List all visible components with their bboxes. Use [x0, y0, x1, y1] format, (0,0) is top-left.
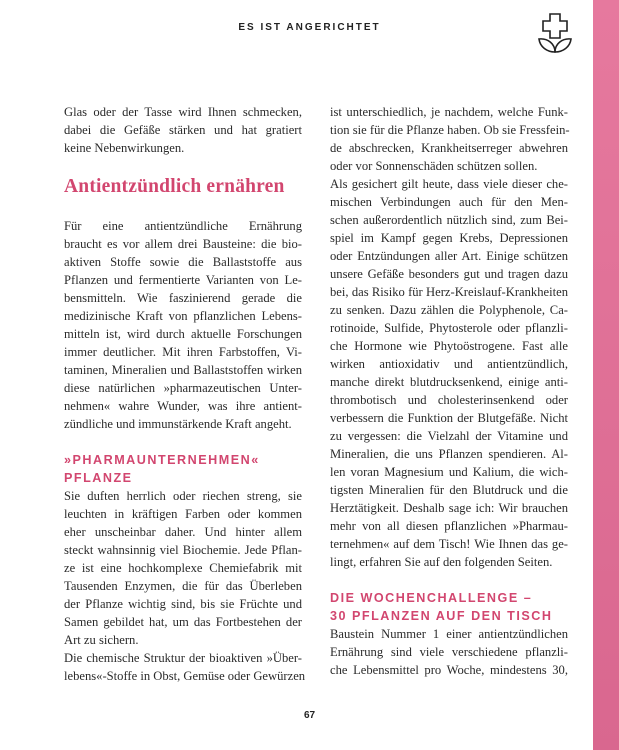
text-line: ist unterschiedlich, je nachdem, welche Funk- [330, 105, 568, 119]
section-heading: Antientzündlich ernähren [64, 176, 285, 197]
text-line: diese natürlichen »pharmazeutischen Unter- [64, 381, 302, 395]
text-line: lingt, erfahren Sie auf den folgenden Seiten. [330, 555, 553, 569]
text-line: aktiven Stoffe sowie die Ballaststoffe aus [64, 255, 302, 269]
page-edge-color-bar [593, 0, 619, 750]
text-line: zu vergessen: die Vielzahl der Vitamine und [330, 429, 568, 443]
text-line: Herztätigkeit. Deshalb sage ich: Wir brauchen [330, 501, 568, 515]
text-line: rotinoide, Sulfide, Phytosterole oder pflanzli- [330, 321, 568, 335]
text-line: unsere Gefäße besonders gut und tragen dazu [330, 267, 568, 281]
paragraph-spacer [64, 199, 302, 217]
text-line: mitteln ist, wird durch aktuelle Forschungen [64, 327, 302, 341]
text-line: che Lebensmittel pro Woche, mindestens 30, [330, 663, 568, 677]
text-line: thrombotisch und cholesterinsenkend oder [330, 393, 568, 407]
running-head: ES IST ANGERICHTET [238, 22, 381, 33]
text-line: immer deutlicher. Mit ihren Farbstoffen, Vi- [64, 345, 302, 359]
text-line: zündliche und immunstärkende Kraft angeht. [64, 417, 292, 431]
text-line: Art zu sichern. [64, 633, 139, 647]
text-line: braucht es vor allem drei Bausteine: die bio- [64, 237, 302, 251]
text-line: wirken antioxidativ und antientzündlich, [330, 357, 568, 371]
right-text-column [330, 103, 568, 679]
text-line: Pflanzen und fermentierte Varianten von Le- [64, 273, 302, 287]
text-line: leuchten in kräftigen Farben oder kommen [64, 507, 302, 521]
text-line: Die chemische Struktur der bioaktiven »Über- [64, 651, 302, 665]
subsection-heading: »PHARMAUNTERNEHMEN« [64, 453, 260, 467]
text-line: Ernährung sind viele verschiedene pflanzli- [330, 645, 568, 659]
text-line: manche direkt blutdrucksenkend, einige anti- [330, 375, 568, 389]
text-line: steckt wahnsinnig viel Biochemie. Jede Pflan- [64, 543, 302, 557]
text-line: taminen, Mineralien und Ballaststoffen wirken [64, 363, 302, 377]
left-text-column [64, 103, 306, 685]
text-line: Baustein Nummer 1 einer antientzündlichen [330, 627, 568, 641]
text-line: keine Nebenwirkungen. [64, 141, 185, 155]
text-line: spiel im Kampf gegen Krebs, Depressionen [330, 231, 568, 245]
paragraph-spacer [64, 157, 302, 175]
text-line: tigsten Mineralien für den Blutdruck und die [330, 483, 568, 497]
text-line: bensmitteln. Wie faszinierend gerade die [64, 291, 302, 305]
text-line: len voran Magnesium und Kalium, die wich- [330, 465, 568, 479]
text-line: Sie duften herrlich oder riechen streng, sie [64, 489, 302, 503]
subsection-heading: PFLANZE [64, 471, 133, 485]
text-line: Glas oder der Tasse wird Ihnen schmecken, [64, 105, 302, 119]
page-number: 67 [303, 710, 316, 721]
text-line: Samen gebildet hat, um das Fortbestehen der [64, 615, 302, 629]
subsection-heading: DIE WOCHENCHALLENGE – [330, 591, 533, 605]
text-line: Als gesichert gilt heute, dass viele dieser che- [330, 177, 568, 191]
text-line: eher unscheinbar daher. Und hinter allem [64, 525, 302, 539]
text-line: dabei die Gefäße stärken und hat gratiert [64, 123, 302, 137]
text-line: zu senken. Dazu zählen die Polyphenole, Ca- [330, 303, 568, 317]
text-line: bei, das Risiko für Herz-Kreislauf-Krankheiten [330, 285, 568, 299]
text-line: mehr von all diesen pflanzlichen »Pharmau- [330, 519, 568, 533]
text-line: Für eine antientzündliche Ernährung [64, 219, 302, 233]
text-line: oder vor Sonnenschäden schützen sollen. [330, 159, 538, 173]
text-line: Tausenden Enzymen, die für das Überleben [64, 579, 302, 593]
text-line: de abschrecken, Krankheitserreger abwehren [330, 141, 568, 155]
text-line: ternehmen« auf dem Tisch! Wie Ihnen das ge- [330, 537, 568, 551]
text-line: nehmen« wahre Wunder, was ihre antient- [64, 399, 302, 413]
text-line: Mineralien, die uns Pflanzen spendieren. Al- [330, 447, 568, 461]
text-line: der Pflanze wichtig sind, bis sie Früchte und [64, 597, 302, 611]
paragraph-spacer [330, 571, 568, 589]
text-line: lebens«-Stoffe in Obst, Gemüse oder Gewürzen [64, 669, 306, 683]
paragraph-spacer [64, 433, 302, 451]
text-line: ze ist eine hochkomplexe Chemiefabrik mit [64, 561, 302, 575]
text-line: che Hormone wie Phytoöstrogene. Fast alle [330, 339, 568, 353]
text-line: verbessern die Funktion der Blutgefäße. Nicht [330, 411, 568, 425]
text-line: medizinische Kraft von pflanzlichen Lebens- [64, 309, 302, 323]
subsection-heading: 30 PFLANZEN AUF DEN TISCH [330, 609, 553, 623]
text-line: tion sie für die Pflanze haben. Ob sie Fressfein- [330, 123, 570, 137]
cross-with-leaves-icon [535, 12, 575, 54]
text-line: mischen Verbindungen auch für den Men- [330, 195, 568, 209]
text-line: oder Entzündungen aller Art. Einige schützen [330, 249, 568, 263]
text-line: schen außerordentlich nützlich sind, zum Bei- [330, 213, 568, 227]
